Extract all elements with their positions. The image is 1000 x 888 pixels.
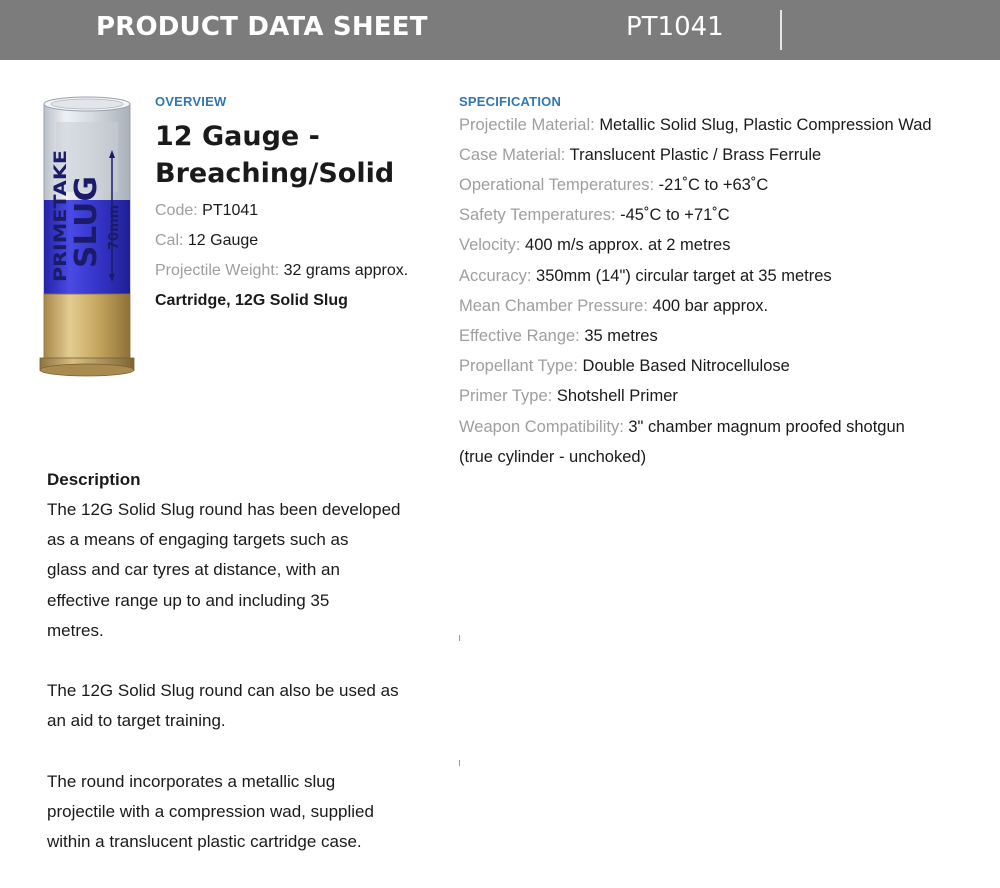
field-value: PT1041: [202, 202, 259, 219]
product-code-heading: PT1041: [626, 12, 724, 42]
description-line: within a translucent plastic cartridge case.: [47, 832, 362, 852]
spec-item: [459, 175, 768, 195]
spec-item: [459, 115, 932, 135]
field-label: Cal:: [155, 232, 184, 249]
spec-item: [459, 266, 832, 286]
spec-item: [459, 235, 730, 255]
spec-item: [459, 356, 790, 376]
spec-value: 3" chamber magnum proofed shotgun: [628, 418, 905, 436]
spec-label: Safety Temperatures:: [459, 206, 616, 224]
description-paragraph: [47, 495, 427, 646]
spec-item: [459, 386, 678, 406]
spec-value: -45˚C to +71˚C: [620, 206, 730, 224]
spec-item: [459, 205, 730, 225]
spec-label: Velocity:: [459, 236, 521, 254]
type-text: SLUG: [69, 179, 104, 268]
field-label: Projectile Weight:: [155, 262, 280, 279]
description-line: metres.: [47, 620, 104, 640]
field-value: 12 Gauge: [187, 232, 259, 249]
stray-mark: [459, 760, 460, 766]
description-line: The 12G Solid Slug round has been developed: [47, 500, 401, 519]
description-title: Description: [47, 470, 141, 489]
spec-label: Weapon Compatibility:: [459, 418, 624, 436]
header-bar: [0, 0, 1000, 60]
spec-value: Metallic Solid Slug, Plastic Compression Wad: [599, 116, 932, 134]
description-line: an aid to target training.: [47, 711, 226, 731]
description-paragraph: [47, 767, 427, 858]
cartridge-image: [36, 92, 142, 384]
product-title-line-1: 12 Gauge -: [155, 121, 320, 152]
spec-value: 350mm (14") circular target at 35 metres: [536, 267, 832, 285]
stray-mark: [459, 635, 460, 641]
overview-label: OVERVIEW: [155, 94, 227, 109]
product-title: [155, 118, 445, 192]
product-subtitle: Cartridge, 12G Solid Slug: [155, 292, 348, 309]
spec-value: Translucent Plastic / Brass Ferrule: [569, 146, 822, 164]
spec-label: Mean Chamber Pressure:: [459, 297, 648, 315]
spec-label: Accuracy:: [459, 267, 532, 285]
spec-label: Case Material:: [459, 146, 566, 164]
product-title-line-2: Breaching/Solid: [155, 158, 395, 189]
spec-continuation: (true cylinder - unchoked): [459, 448, 647, 466]
spec-value: Shotshell Primer: [556, 387, 678, 405]
description-line: projectile with a compression wad, supplied: [47, 802, 374, 822]
spec-value: 400 bar approx.: [652, 297, 769, 315]
field-value: 32 grams approx.: [283, 262, 409, 279]
description-line: The 12G Solid Slug round can also be used as: [47, 681, 399, 700]
field-label: Code:: [155, 202, 198, 219]
length-text: 70mm: [107, 204, 122, 250]
spec-label: Operational Temperatures:: [459, 176, 655, 194]
spec-value: Double Based Nitrocellulose: [582, 357, 790, 375]
header-divider: [780, 10, 782, 50]
spec-item: [459, 417, 905, 437]
spec-value: 400 m/s approx. at 2 metres: [525, 236, 731, 254]
page-title: PRODUCT DATA SHEET: [96, 12, 428, 42]
description-line: effective range up to and including 35: [47, 590, 330, 610]
projectile-weight-field: [155, 261, 408, 281]
spec-label: Primer Type:: [459, 387, 553, 405]
spec-label: Projectile Material:: [459, 116, 595, 134]
spec-item: [459, 296, 768, 316]
specification-label: SPECIFICATION: [459, 94, 562, 109]
spec-item: [459, 326, 658, 346]
description-paragraph: [47, 676, 427, 736]
spec-item: [459, 145, 821, 165]
spec-label: Effective Range:: [459, 327, 580, 345]
spec-value: 35 metres: [584, 327, 658, 345]
description-line: The round incorporates a metallic slug: [47, 772, 336, 791]
brand-text: PRIMETAKE: [51, 173, 71, 282]
code-field: [155, 201, 258, 221]
spec-label: Propellant Type:: [459, 357, 578, 375]
description-line: glass and car tyres at distance, with an: [47, 560, 340, 580]
spec-value: -21˚C to +63˚C: [658, 176, 769, 194]
caliber-field: [155, 231, 258, 251]
description-line: as a means of engaging targets such as: [47, 530, 349, 550]
